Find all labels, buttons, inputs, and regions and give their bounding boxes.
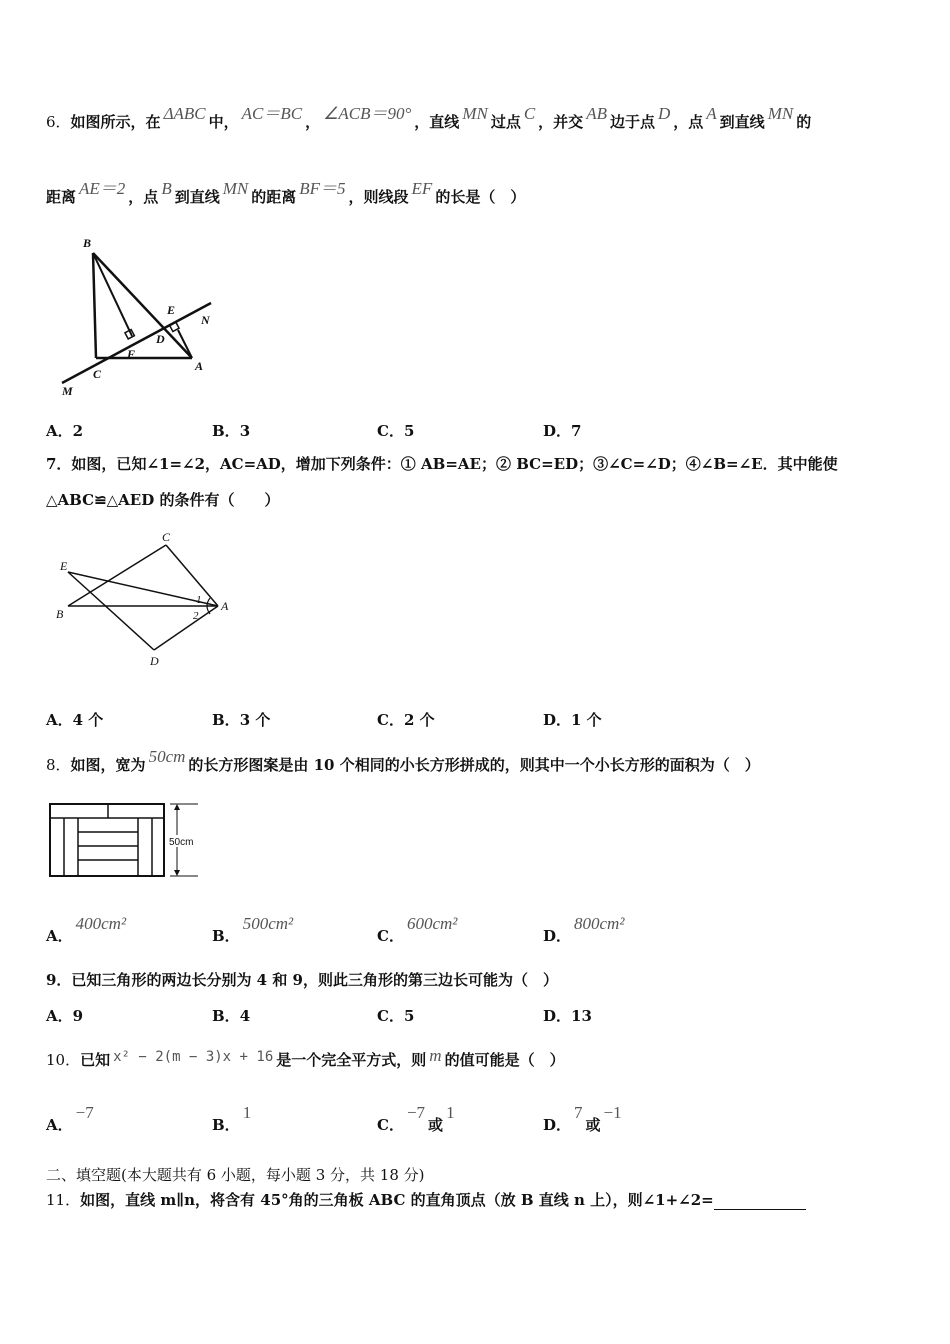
option-key: C． xyxy=(377,422,404,440)
q9-option-d[interactable] xyxy=(543,1005,592,1026)
line-mn xyxy=(62,303,211,383)
option-key: D． xyxy=(543,927,572,945)
option-value: 13 xyxy=(571,1007,592,1025)
option-key: A． xyxy=(46,927,73,945)
q10-math: x² − 2(m − 3)x + 16 xyxy=(113,1049,274,1065)
q6-text: 的距离 xyxy=(251,188,297,206)
segment-ca xyxy=(166,545,218,606)
q10-text: 是一个完全平方式，则 xyxy=(276,1051,427,1069)
option-key: C． xyxy=(377,1116,404,1134)
section-heading: 二、填空题(本大题共有 6 小题，每小题 3 分，共 18 分) xyxy=(46,1166,425,1184)
q8-math: 50cm xyxy=(148,747,186,766)
q6-number: 6． xyxy=(46,113,71,131)
q6-math: ΔABC xyxy=(163,104,206,123)
label-e: E xyxy=(60,559,68,573)
q6-text: 如图所示，在 xyxy=(70,113,161,131)
option-value: 400cm² xyxy=(75,914,127,933)
segment-ed xyxy=(68,572,154,650)
q6-math: EF xyxy=(411,179,433,198)
q8-option-d[interactable] xyxy=(543,914,627,946)
q8-option-a[interactable] xyxy=(46,914,129,946)
q6-math: A xyxy=(706,104,717,123)
q6-line2 xyxy=(46,179,526,207)
option-value: 500cm² xyxy=(242,914,294,933)
label-b: B xyxy=(56,607,64,621)
option-value: 9 xyxy=(72,1007,84,1025)
option-value: 7 xyxy=(574,1103,583,1122)
dimension-label: 50cm xyxy=(169,837,194,848)
option-value: 5 xyxy=(403,422,415,440)
option-value: 1 xyxy=(242,1103,252,1122)
label-c: C xyxy=(93,367,102,381)
option-value: 7 xyxy=(571,422,582,440)
option-value: 2 xyxy=(72,422,84,440)
right-angle-mark-f xyxy=(125,329,134,338)
q6-text: 中， xyxy=(208,113,239,131)
q6-math: ∠ACB＝90° xyxy=(323,104,412,123)
answer-blank[interactable] xyxy=(714,1194,806,1210)
option-value: 4 xyxy=(239,1007,251,1025)
segment-bc xyxy=(93,253,96,358)
option-key: B． xyxy=(212,1116,240,1134)
q6-text: 边于点 xyxy=(609,113,655,131)
option-value: 1 xyxy=(446,1103,455,1122)
q8-option-c[interactable] xyxy=(377,914,460,946)
q6-math: C xyxy=(523,104,536,123)
q7-line1: 7．如图，已知∠1=∠2，AC=AD，增加下列条件：① AB=AE；② BC=ED；③∠C=∠D；④∠B=∠E．其中能使 xyxy=(46,455,838,473)
option-key: D． xyxy=(543,1116,572,1134)
option-key: B． xyxy=(212,711,240,729)
option-key: C． xyxy=(377,711,404,729)
q7-option-d[interactable] xyxy=(543,709,602,730)
q6-math: B xyxy=(161,179,172,198)
q10-math: m xyxy=(429,1046,442,1065)
q6-text: ，点 xyxy=(128,188,159,206)
option-value: −1 xyxy=(603,1103,622,1122)
q6-text: 到直线 xyxy=(174,188,220,206)
label-e: E xyxy=(167,303,176,317)
segment-ba xyxy=(93,253,192,358)
q6-math: AE＝2 xyxy=(79,179,126,198)
q6-text: ，并交 xyxy=(538,113,584,131)
q9-option-c[interactable] xyxy=(377,1005,414,1026)
q6-math: MN xyxy=(462,104,488,123)
q9-option-b[interactable] xyxy=(212,1005,250,1026)
label-a: A xyxy=(221,599,229,613)
q10-option-d[interactable] xyxy=(543,1103,625,1135)
option-value: −7 xyxy=(75,1103,94,1122)
q8-figure xyxy=(46,800,206,880)
option-key: B． xyxy=(212,422,240,440)
option-key: A． xyxy=(46,711,73,729)
option-value: 3 xyxy=(239,422,251,440)
q10-option-c[interactable] xyxy=(377,1103,458,1135)
q6-text: 的长是（ ） xyxy=(435,188,526,206)
q9-option-a[interactable] xyxy=(46,1005,83,1026)
q10-number: 10． xyxy=(46,1051,81,1069)
q10-text: 的值可能是（ ） xyxy=(444,1051,565,1069)
q7-figure xyxy=(50,528,240,673)
q6-math: MN xyxy=(767,104,794,123)
option-key: D． xyxy=(543,711,572,729)
label-d: D xyxy=(156,332,165,346)
q9-line1: 9．已知三角形的两边长分别为 4 和 9，则此三角形的第三边长可能为（ ） xyxy=(46,971,558,989)
option-key: A． xyxy=(46,1116,73,1134)
q6-figure xyxy=(55,232,225,400)
q7-option-c[interactable] xyxy=(377,709,435,730)
q7-line2: △ABC≌△AED 的条件有（ ） xyxy=(46,491,280,509)
option-value: 600cm² xyxy=(406,914,458,933)
option-key: A． xyxy=(46,1007,73,1025)
label-angle-2: 2 xyxy=(193,610,199,622)
label-m: M xyxy=(62,384,73,398)
q6-math: D xyxy=(657,104,671,123)
segment-bf xyxy=(93,253,132,336)
q6-text: 的 xyxy=(796,113,812,131)
option-value: 1 个 xyxy=(571,711,602,729)
option-key: C． xyxy=(377,927,404,945)
option-key: D． xyxy=(543,1007,572,1025)
option-connector: 或 xyxy=(428,1116,444,1134)
label-angle-1: 1 xyxy=(196,594,202,606)
q8-text: 的长方形图案是由 10 个相同的小长方形拼成的，则其中一个小长方形的面积为（ ） xyxy=(188,756,760,774)
option-value: 2 个 xyxy=(403,711,435,729)
q10-option-b[interactable] xyxy=(212,1103,254,1135)
option-value: 5 xyxy=(403,1007,415,1025)
q8-line1 xyxy=(46,747,760,775)
label-b: B xyxy=(83,236,92,250)
q11-line1 xyxy=(46,1190,806,1210)
q6-text: ， xyxy=(305,113,321,131)
q8-option-b[interactable] xyxy=(212,914,296,946)
q6-line1 xyxy=(46,104,812,132)
option-value: 800cm² xyxy=(574,914,625,933)
q7-option-b[interactable] xyxy=(212,709,270,730)
q6-text: ，则线段 xyxy=(348,188,409,206)
q6-math: AC＝BC xyxy=(241,104,303,123)
option-connector: 或 xyxy=(585,1116,601,1134)
label-n: N xyxy=(201,313,210,327)
option-value: −7 xyxy=(406,1103,426,1122)
option-value: 3 个 xyxy=(239,711,271,729)
q7-option-a[interactable] xyxy=(46,709,103,730)
q6-option-a[interactable] xyxy=(46,420,83,441)
option-key: C． xyxy=(377,1007,404,1025)
q6-text: 到直线 xyxy=(719,113,765,131)
option-key: D． xyxy=(543,422,572,440)
option-key: B． xyxy=(212,927,240,945)
q6-option-c[interactable] xyxy=(377,420,414,441)
q6-text: 距离 xyxy=(46,188,77,206)
option-value: 4 个 xyxy=(72,711,104,729)
label-d: D xyxy=(150,654,159,668)
label-a: A xyxy=(195,359,204,373)
q6-math: BF＝5 xyxy=(299,179,346,198)
q8-number: 8． xyxy=(46,756,71,774)
q6-option-d[interactable] xyxy=(543,420,581,441)
q10-line1 xyxy=(46,1046,565,1071)
q6-option-b[interactable] xyxy=(212,420,250,441)
option-key: B． xyxy=(212,1007,240,1025)
q6-text: 过点 xyxy=(490,113,521,131)
q6-math: MN xyxy=(222,179,249,198)
q6-text: ，点 xyxy=(673,113,704,131)
label-c: C xyxy=(162,530,171,544)
q10-text: 已知 xyxy=(80,1051,111,1069)
q11-number: 11． xyxy=(46,1191,81,1209)
q6-math: AB xyxy=(586,104,607,123)
q10-option-a[interactable] xyxy=(46,1103,97,1135)
arrow-down-icon xyxy=(174,870,180,876)
q8-text: 如图，宽为 xyxy=(70,756,146,774)
q11-text: 如图，直线 m∥n，将含有 45°角的三角板 ABC 的直角顶点（放 B 直线 n 上），则∠1+∠2= xyxy=(80,1191,714,1209)
q6-text: ，直线 xyxy=(414,113,460,131)
outer-rectangle xyxy=(50,804,164,876)
label-f: F xyxy=(127,347,136,361)
option-key: A． xyxy=(46,422,73,440)
arrow-up-icon xyxy=(174,804,180,810)
